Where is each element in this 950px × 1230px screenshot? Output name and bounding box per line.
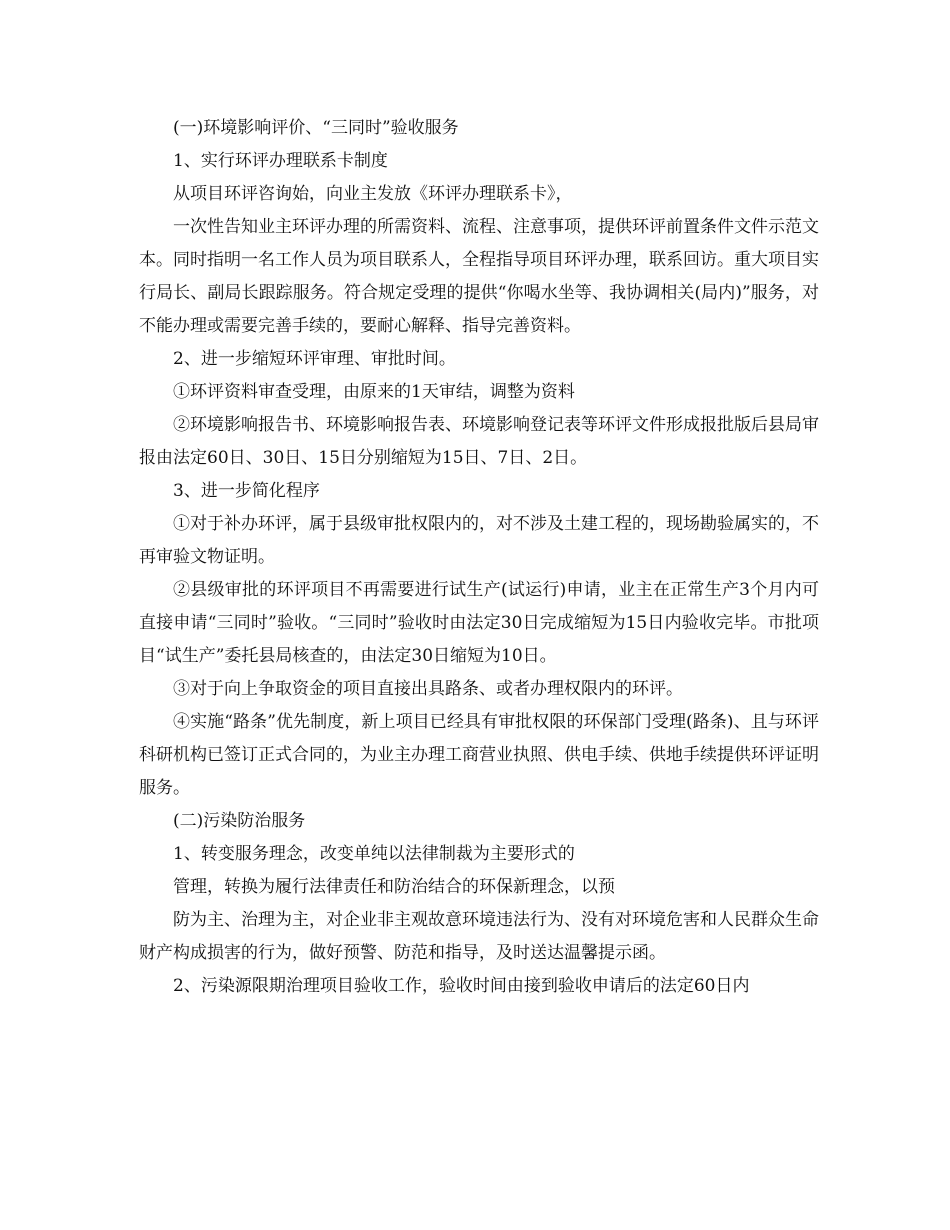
document-body: [139, 112, 819, 1003]
section-heading-eia: (一)环境影响评价、“三同时”验收服务: [173, 118, 459, 138]
paragraph: 1、转变服务理念，改变单纯以法律制裁为主要形式的: [173, 844, 575, 864]
paragraph: 管理，转换为履行法律责任和防治结合的环保新理念，以预: [173, 877, 615, 897]
paragraph: ①对于补办环评，属于县级审批权限内的，对不涉及土建工程的，现场勘验属实的，不再审验文物证明。: [139, 514, 819, 567]
paragraph: 从项目环评咨询始，向业主发放《环评办理联系卡》，: [173, 184, 573, 204]
paragraph: ④实施“路条”优先制度，新上项目已经具有审批权限的环保部门受理(路条)、且与环评科研机构已签订正式合同的，为业主办理工商营业执照、供电手续、供地手续提供环评证明服务。: [139, 712, 819, 798]
paragraph: ①环评资料审查受理，由原来的1天审结，调整为资料: [173, 382, 575, 402]
item-heading: 2、进一步缩短环评审理、审批时间。: [173, 349, 456, 369]
item-heading: 1、实行环评办理联系卡制度: [173, 151, 388, 171]
paragraph: ②县级审批的环评项目不再需要进行试生产(试运行)申请，业主在正常生产3个月内可直接申请“三同时”验收。“三同时”验收时由法定30日完成缩短为15日内验收完毕。市批项目“试生产”委托县局核查的，由法定30日缩短为10日。: [139, 580, 819, 666]
paragraph: 2、污染源限期治理项目验收工作，验收时间由接到验收申请后的法定60日内: [173, 976, 750, 996]
paragraph: 防为主、治理为主，对企业非主观故意环境违法行为、没有对环境危害和人民群众生命财产构成损害的行为，做好预警、防范和指导，及时送达温馨提示函。: [139, 910, 819, 963]
paragraph: ②环境影响报告书、环境影响报告表、环境影响登记表等环评文件形成报批版后县局审报由法定60日、30日、15日分别缩短为15日、7日、2日。: [139, 415, 819, 468]
section-heading-pollution: (二)污染防治服务: [173, 811, 306, 831]
item-heading: 3、进一步简化程序: [173, 481, 320, 501]
paragraph: ③对于向上争取资金的项目直接出具路条、或者办理权限内的环评。: [173, 679, 683, 699]
paragraph: 一次性告知业主环评办理的所需资料、流程、注意事项，提供环评前置条件文件示范文本。同时指明一名工作人员为项目联系人，全程指导项目环评办理，联系回访。重大项目实行局长、副局长跟踪服务。符合规定受理的提供“你喝水坐等、我协调相关(局内)”服务，对不能办理或需要完善手续的，要耐心解释、指导完善资料。: [139, 217, 819, 336]
